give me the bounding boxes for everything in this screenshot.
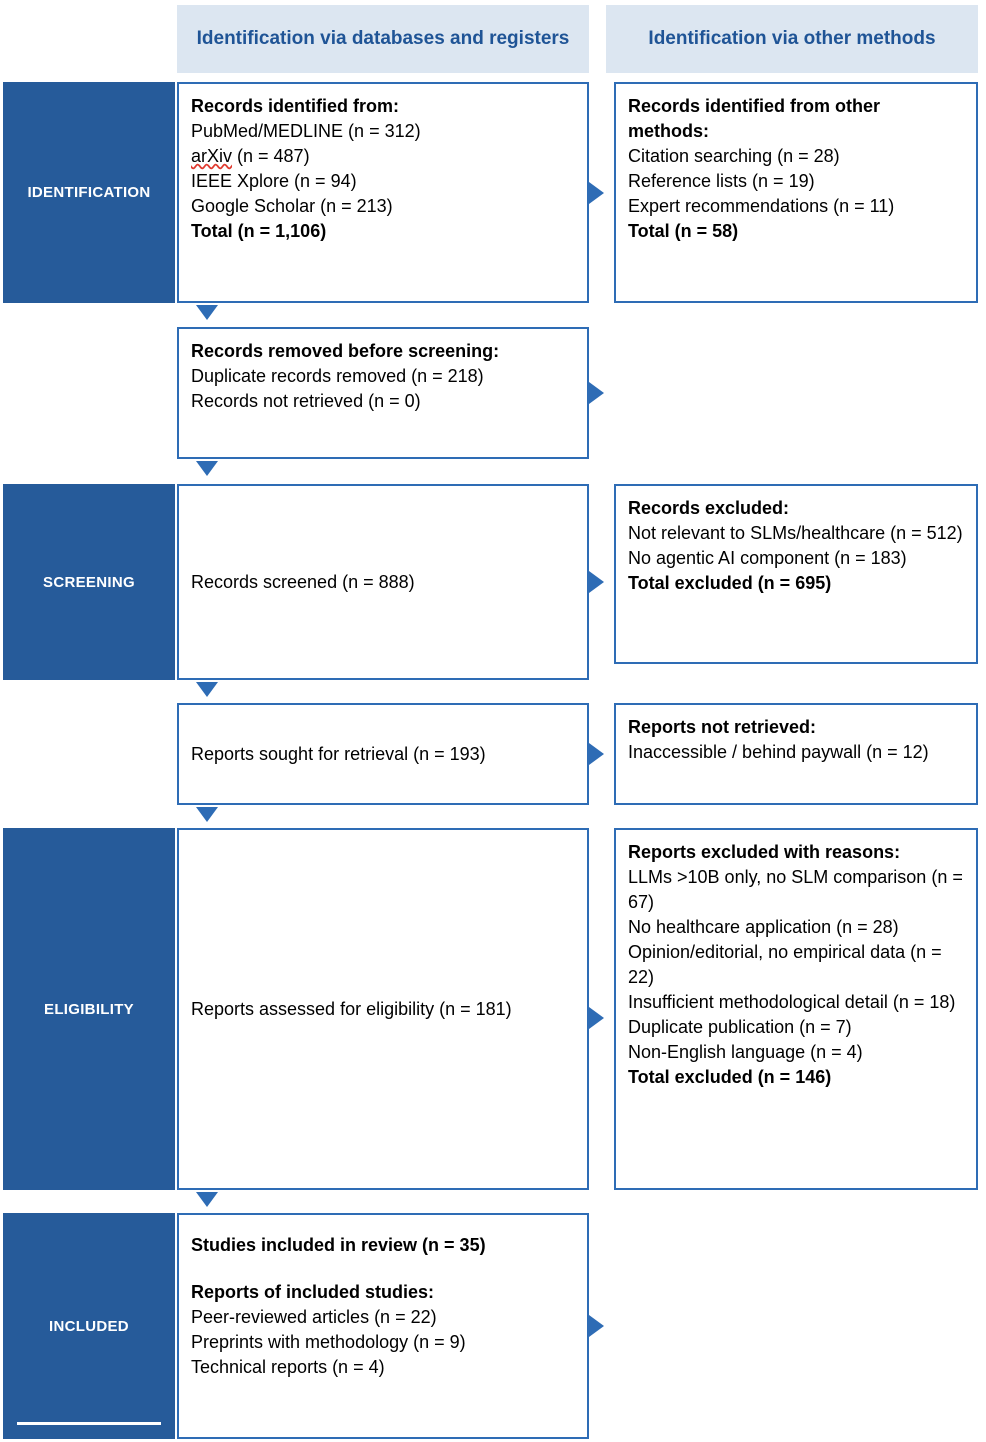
arrow-down-to-screening-icon xyxy=(196,461,218,476)
records-excluded-total: Total excluded (n = 695) xyxy=(628,573,832,593)
arrow-right-sought-icon xyxy=(589,743,604,765)
reports-excluded-heading: Reports excluded with reasons: xyxy=(628,842,901,862)
stage-label-included-text: INCLUDED xyxy=(49,1317,129,1335)
records-identified-other-expert: Expert recommendations (n = 11) xyxy=(628,196,895,216)
records-identified-scholar: Google Scholar (n = 213) xyxy=(191,196,393,216)
records-identified-total: Total (n = 1,106) xyxy=(191,221,327,241)
column-header-other-methods: Identification via other methods xyxy=(606,5,978,73)
column-header-databases: Identification via databases and registers xyxy=(177,5,589,73)
reports-excluded-duplicate: Duplicate publication (n = 7) xyxy=(628,1017,852,1037)
records-identified-arxiv-count: (n = 487) xyxy=(232,146,310,166)
arrow-down-to-eligibility-icon xyxy=(196,807,218,822)
reports-excluded-insufficient: Insufficient methodological detail (n = 18) xyxy=(628,992,956,1012)
arrow-down-to-included-icon xyxy=(196,1192,218,1207)
included-peer-reviewed: Peer-reviewed articles (n = 22) xyxy=(191,1307,437,1327)
records-identified-arxiv xyxy=(191,144,575,169)
stage-label-included xyxy=(3,1213,175,1439)
stage-label-eligibility xyxy=(3,828,175,1190)
box-reports-excluded-reasons xyxy=(614,828,978,1190)
included-panel-rule xyxy=(17,1422,161,1425)
box-records-removed xyxy=(177,327,589,459)
stage-label-identification-text: IDENTIFICATION xyxy=(27,184,151,201)
box-records-identified-other xyxy=(614,82,978,303)
box-reports-sought xyxy=(177,703,589,805)
box-records-identified xyxy=(177,82,589,303)
stage-label-screening-text: SCREENING xyxy=(43,573,135,591)
box-reports-not-retrieved xyxy=(614,703,978,805)
reports-excluded-nohealth: No healthcare application (n = 28) xyxy=(628,917,899,937)
records-identified-ieee: IEEE Xplore (n = 94) xyxy=(191,171,357,191)
records-identified-other-reference: Reference lists (n = 19) xyxy=(628,171,815,191)
box-records-excluded xyxy=(614,484,978,664)
records-excluded-heading: Records excluded: xyxy=(628,498,790,518)
included-studies-count: Studies included in review (n = 35) xyxy=(191,1235,486,1255)
included-preprints: Preprints with methodology (n = 9) xyxy=(191,1332,466,1352)
records-excluded-notrelevant: Not relevant to SLMs/healthcare (n = 512) xyxy=(628,523,963,543)
records-identified-heading: Records identified from: xyxy=(191,96,400,116)
arrow-right-removed-icon xyxy=(589,382,604,404)
reports-excluded-nonenglish: Non-English language (n = 4) xyxy=(628,1042,863,1062)
included-technical: Technical reports (n = 4) xyxy=(191,1357,385,1377)
arrow-right-assessed-icon xyxy=(589,1007,604,1029)
records-removed-duplicate: Duplicate records removed (n = 218) xyxy=(191,366,484,386)
records-excluded-noagentic: No agentic AI component (n = 183) xyxy=(628,548,907,568)
stage-label-eligibility-text: ELIGIBILITY xyxy=(44,1000,134,1018)
included-reports-heading: Reports of included studies: xyxy=(191,1282,435,1302)
stage-label-screening xyxy=(3,484,175,680)
records-removed-notretrieved: Records not retrieved (n = 0) xyxy=(191,391,421,411)
arrow-down-to-removed-icon xyxy=(196,305,218,320)
arrow-right-identification-icon xyxy=(589,182,604,204)
spellcheck-misspelling: arXiv xyxy=(191,146,233,166)
reports-not-retrieved-heading: Reports not retrieved: xyxy=(628,717,817,737)
records-identified-other-total: Total (n = 58) xyxy=(628,221,739,241)
box-reports-assessed xyxy=(177,828,589,1190)
reports-not-retrieved-inaccessible: Inaccessible / behind paywall (n = 12) xyxy=(628,742,929,762)
reports-excluded-total: Total excluded (n = 146) xyxy=(628,1067,832,1087)
arrow-down-to-sought-icon xyxy=(196,682,218,697)
records-identified-other-heading: Records identified from other methods: xyxy=(628,96,881,141)
box-records-screened xyxy=(177,484,589,680)
box-included-studies xyxy=(177,1213,589,1439)
records-identified-other-citation: Citation searching (n = 28) xyxy=(628,146,840,166)
reports-sought-text: Reports sought for retrieval (n = 193) xyxy=(191,743,486,764)
included-spacer xyxy=(191,1258,575,1280)
stage-label-identification xyxy=(3,82,175,303)
records-screened-text: Records screened (n = 888) xyxy=(191,571,415,592)
records-removed-heading: Records removed before screening: xyxy=(191,341,500,361)
reports-excluded-opinion: Opinion/editorial, no empirical data (n = 22) xyxy=(628,942,942,987)
reports-excluded-llm: LLMs >10B only, no SLM comparison (n = 67) xyxy=(628,867,963,912)
records-identified-pubmed: PubMed/MEDLINE (n = 312) xyxy=(191,121,421,141)
reports-assessed-text: Reports assessed for eligibility (n = 181) xyxy=(191,998,512,1019)
arrow-right-screened-icon xyxy=(589,571,604,593)
arrow-right-included-icon xyxy=(589,1315,604,1337)
